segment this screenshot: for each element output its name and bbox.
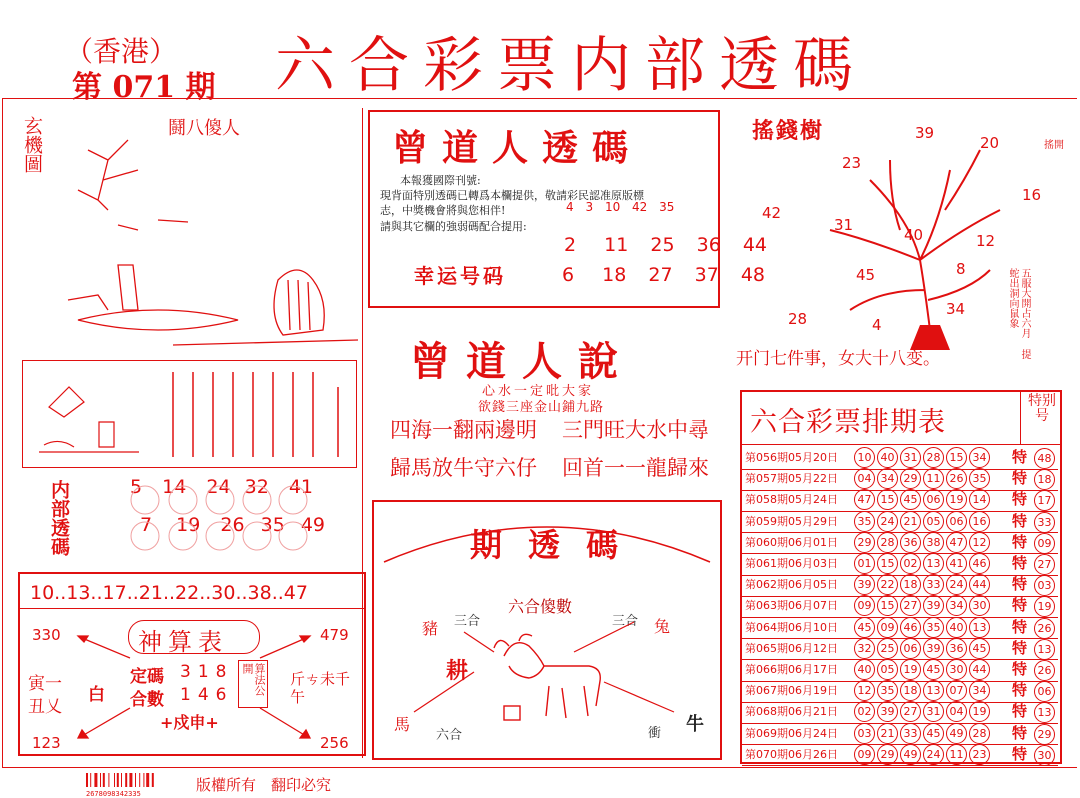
special-marker: 特 xyxy=(1012,723,1028,742)
tree-num: 12 xyxy=(976,232,996,250)
schedule-row-label: 第068期06月21日 xyxy=(745,705,838,719)
draw-number: 29 xyxy=(877,744,898,765)
num-circle: 49 xyxy=(300,514,326,536)
caption-top: 鬪八傻人 xyxy=(168,118,240,139)
small-num: 3 xyxy=(585,200,594,214)
draw-number: 01 xyxy=(854,553,875,574)
special-number: 26 xyxy=(1034,618,1055,639)
draw-number: 15 xyxy=(946,447,967,468)
schedule-row-numbers xyxy=(854,532,992,553)
circle-outlines xyxy=(125,478,325,558)
schedule-row xyxy=(742,468,1058,491)
special-number: 48 xyxy=(1034,448,1055,469)
draw-number: 09 xyxy=(877,617,898,638)
left-handwriting-2: 丑乂 xyxy=(28,697,62,717)
schedule-row xyxy=(742,553,1058,576)
lucky-num: 37 xyxy=(694,264,719,286)
draw-number: 31 xyxy=(900,447,921,468)
center-divider-left xyxy=(362,108,363,758)
heshu-label: 合數 xyxy=(130,690,164,710)
special-number: 13 xyxy=(1034,702,1055,723)
wushen-label: +戍申+ xyxy=(160,713,219,732)
special-number: 33 xyxy=(1034,512,1055,533)
draw-number: 30 xyxy=(969,595,990,616)
zodiac-rabbit: 兔 xyxy=(654,617,671,636)
lucky-num: 44 xyxy=(742,234,768,256)
draw-number: 04 xyxy=(854,468,875,489)
liuhe-label: 六合傻數 xyxy=(508,597,573,616)
special-marker: 特 xyxy=(1012,448,1028,466)
draw-number: 03 xyxy=(854,723,875,744)
inner-code-label: 内部透碼 xyxy=(48,480,70,556)
draw-number: 26 xyxy=(946,468,967,489)
barcode-icon xyxy=(86,773,174,787)
schedule-row xyxy=(742,723,1058,746)
schedule-row-numbers xyxy=(854,659,992,680)
draw-number: 46 xyxy=(900,617,921,638)
draw-number: 29 xyxy=(900,468,921,489)
draw-number: 12 xyxy=(854,680,875,701)
heshu-value: 146 xyxy=(180,685,234,705)
schedule-row-label: 第066期06月17日 xyxy=(745,663,838,676)
corner-tl: 330 xyxy=(32,626,61,644)
grid-scribbles xyxy=(163,367,353,463)
special-marker: 特 xyxy=(1012,702,1028,721)
draw-number: 39 xyxy=(854,574,875,595)
draw-number: 22 xyxy=(877,574,898,595)
zodiac-arrows xyxy=(374,592,720,732)
tree-num: 31 xyxy=(834,216,854,234)
draw-number: 27 xyxy=(900,701,921,722)
schedule-row xyxy=(742,680,1058,703)
special-number: 27 xyxy=(1034,554,1055,575)
poem-line-4: 回首一一龍歸來 xyxy=(562,456,709,480)
draw-number: 15 xyxy=(877,553,898,574)
special-marker: 特 xyxy=(1012,575,1028,594)
schedule-row-label: 第064期06月10日 xyxy=(745,620,838,634)
lucky-num: 27 xyxy=(648,264,673,286)
draw-number: 31 xyxy=(923,701,944,722)
draw-number: 15 xyxy=(877,489,898,510)
special-marker: 特 xyxy=(1012,617,1028,636)
right-handwriting: 斤ㄘ未千午 xyxy=(290,670,351,706)
fortune-grid-panel xyxy=(22,360,357,468)
draw-number: 13 xyxy=(923,553,944,574)
num-circle: 7 xyxy=(140,514,153,536)
num-circle: 32 xyxy=(244,476,269,498)
schedule-row xyxy=(742,511,1058,534)
draw-number: 49 xyxy=(900,744,921,765)
schedule-row xyxy=(742,617,1058,640)
special-marker: 特 xyxy=(1012,554,1028,572)
draw-number: 23 xyxy=(969,744,990,765)
schedule-row-numbers xyxy=(854,468,992,489)
left-handwriting-3: 白 xyxy=(88,685,105,705)
calc-table-panel xyxy=(18,572,366,756)
draw-number: 32 xyxy=(854,638,875,659)
schedule-row-label: 第061期06月03日 xyxy=(745,557,838,570)
schedule-row-numbers xyxy=(854,723,992,744)
draw-number: 47 xyxy=(854,489,875,510)
notice-line-4: 請與其它欄的強弱碼配合提用: xyxy=(380,220,527,233)
left-handwriting-1: 寅一 xyxy=(28,674,62,694)
draw-number: 02 xyxy=(854,701,875,722)
draw-number: 16 xyxy=(969,511,990,532)
tree-num: 40 xyxy=(904,226,924,244)
page-title: 六合彩票内部透碼 xyxy=(275,31,867,101)
schedule-row xyxy=(742,595,1058,618)
draw-number: 28 xyxy=(877,532,898,553)
schedule-row xyxy=(742,574,1058,597)
num-circle: 35 xyxy=(260,514,285,536)
tree-num: 8 xyxy=(956,260,966,278)
num-circle: 24 xyxy=(206,476,231,498)
draw-number: 35 xyxy=(854,511,875,532)
small-num: 10 xyxy=(604,200,621,214)
corner-br: 256 xyxy=(320,734,349,752)
num-circle: 26 xyxy=(220,514,245,536)
tree-numbers xyxy=(750,120,1050,360)
notice-line-2: 現背面特別透碼已轉爲本欄提供，敬請彩民認准原版標 xyxy=(380,189,644,202)
center-title-2: 曾道人說 xyxy=(410,338,634,385)
special-marker: 特 xyxy=(1012,681,1028,700)
liuhe-small: 六合 xyxy=(436,728,463,743)
draw-number: 14 xyxy=(969,489,990,510)
schedule-row-label: 第065期06月12日 xyxy=(745,641,838,655)
draw-number: 46 xyxy=(969,553,990,574)
num-circle: 5 xyxy=(130,476,143,498)
draw-number: 06 xyxy=(946,511,967,532)
period-code-box xyxy=(372,500,722,760)
poem-line-2: 三門旺大水中尋 xyxy=(562,418,709,442)
schedule-row-label: 第057期05月22日 xyxy=(745,472,838,486)
draw-number: 27 xyxy=(900,595,921,616)
draw-number: 19 xyxy=(969,701,990,722)
draw-number: 44 xyxy=(969,659,990,680)
special-label: 特别号 xyxy=(1028,393,1056,424)
sanhe-right: 三合 xyxy=(612,614,639,629)
draw-number: 13 xyxy=(969,617,990,638)
draw-number: 40 xyxy=(854,659,875,680)
draw-number: 38 xyxy=(923,532,944,553)
tree-num: 42 xyxy=(762,204,782,222)
draw-number: 33 xyxy=(923,574,944,595)
draw-number: 36 xyxy=(946,638,967,659)
poem-line-1: 四海一翻兩邊明 xyxy=(390,418,537,442)
corner-bl: 123 xyxy=(32,734,61,752)
draw-number: 18 xyxy=(900,574,921,595)
calc-arrows xyxy=(20,608,364,754)
schedule-row-numbers xyxy=(854,617,992,638)
draw-number: 06 xyxy=(900,638,921,659)
small-num: 42 xyxy=(632,200,648,214)
schedule-row-numbers xyxy=(854,553,992,574)
draw-number: 10 xyxy=(854,447,875,468)
schedule-row-numbers xyxy=(854,744,992,765)
draw-number: 40 xyxy=(946,617,967,638)
notice-line-1: 本報獲國際刊號: xyxy=(400,174,481,187)
schedule-row xyxy=(742,532,1058,555)
draw-number: 45 xyxy=(900,489,921,510)
draw-number: 02 xyxy=(900,553,921,574)
schedule-row-label: 第058期05月24日 xyxy=(745,493,838,507)
draw-number: 09 xyxy=(854,744,875,765)
draw-number: 29 xyxy=(854,532,875,553)
special-marker: 特 xyxy=(1012,532,1028,551)
special-number: 06 xyxy=(1034,681,1055,702)
draw-number: 19 xyxy=(946,489,967,510)
draw-number: 12 xyxy=(969,532,990,553)
schedule-row-numbers xyxy=(854,638,992,659)
tree-num: 20 xyxy=(980,134,1000,152)
center-top-box xyxy=(368,110,768,308)
draw-number: 05 xyxy=(923,511,944,532)
num-circle: 41 xyxy=(288,476,314,498)
draw-number: 24 xyxy=(946,574,967,595)
issue-number: 第 071 期 xyxy=(72,70,216,105)
schedule-rows xyxy=(742,447,1060,765)
tree-num: 23 xyxy=(842,154,862,172)
draw-number: 35 xyxy=(969,468,990,489)
schedule-row-label: 第070期06月26日 xyxy=(745,747,838,761)
small-number-row xyxy=(566,200,674,214)
draw-number: 39 xyxy=(923,638,944,659)
schedule-row-label: 第063期06月07日 xyxy=(745,599,838,613)
tree-num: 39 xyxy=(915,124,935,142)
draw-number: 41 xyxy=(946,553,967,574)
geng-label: 耕 xyxy=(446,658,469,684)
poem-line-3: 歸馬放牛守六仔 xyxy=(390,456,537,480)
center-title-3: 期透碼 xyxy=(470,526,645,564)
draw-number: 04 xyxy=(946,701,967,722)
num-circle: 14 xyxy=(162,476,187,498)
copyright: 版權所有 翻印必究 xyxy=(196,776,332,794)
dingma-value: 318 xyxy=(180,662,234,682)
vase-illustration xyxy=(29,367,149,461)
tree-num: 4 xyxy=(872,316,882,334)
schedule-header-line xyxy=(742,444,1060,445)
xuanji-label: 玄機圖 xyxy=(21,116,43,173)
special-number: 30 xyxy=(1034,745,1055,766)
special-number: 26 xyxy=(1034,660,1055,681)
draw-number: 28 xyxy=(923,447,944,468)
num-circle: 19 xyxy=(176,514,201,536)
saying-small-1: 心水一定吡大家 xyxy=(482,384,595,399)
lucky-num: 2 xyxy=(564,234,577,256)
draw-number: 36 xyxy=(900,532,921,553)
lucky-num: 48 xyxy=(740,264,766,286)
suanfa-label: 算法公開 xyxy=(238,660,268,708)
lucky-num: 18 xyxy=(602,264,627,286)
draw-number: 35 xyxy=(877,680,898,701)
special-number: 17 xyxy=(1034,490,1055,511)
schedule-row xyxy=(742,659,1058,682)
schedule-row-numbers xyxy=(854,489,992,510)
draw-number: 35 xyxy=(923,617,944,638)
lucky-num: 25 xyxy=(650,234,675,256)
schedule-row xyxy=(742,447,1058,470)
draw-number: 13 xyxy=(923,680,944,701)
schedule-row-label: 第059期05月29日 xyxy=(745,514,838,528)
lucky-num: 11 xyxy=(604,234,629,256)
draw-number: 34 xyxy=(946,595,967,616)
draw-number: 18 xyxy=(900,680,921,701)
draw-number: 05 xyxy=(877,659,898,680)
lucky-label: 幸运号码 xyxy=(414,264,506,288)
tree-title: 搖錢樹 xyxy=(752,118,825,144)
draw-number: 39 xyxy=(923,595,944,616)
side-label: 搖開 xyxy=(1044,140,1064,151)
chong-label: 衝 xyxy=(648,726,662,741)
side-text: 五服大開占六月 提蛇出洞向鼠象 xyxy=(1007,268,1030,359)
barcode xyxy=(86,772,174,798)
tree-slogan: 开门七件事，女大十八变。 xyxy=(736,349,940,369)
draw-number: 15 xyxy=(877,595,898,616)
draw-number: 34 xyxy=(877,468,898,489)
draw-number: 44 xyxy=(969,574,990,595)
calc-numbers: 10..13..17..21..22..30..38..47 xyxy=(30,582,308,604)
special-number: 29 xyxy=(1034,724,1055,745)
schedule-row-label: 第056期05月20日 xyxy=(745,451,838,464)
special-marker: 特 xyxy=(1012,469,1028,488)
schedule-row-numbers xyxy=(854,574,992,595)
calc-title: 神算表 xyxy=(138,628,228,656)
special-number: 18 xyxy=(1034,469,1055,490)
lucky-numbers-1 xyxy=(564,234,767,256)
tree-num: 28 xyxy=(788,310,808,328)
schedule-row-label: 第069期06月24日 xyxy=(745,726,838,740)
tree-num: 34 xyxy=(946,300,966,318)
zodiac-horse: 馬 xyxy=(394,715,411,734)
draw-number: 21 xyxy=(877,723,898,744)
lucky-num: 36 xyxy=(696,234,721,256)
zodiac-ox: 牛 xyxy=(686,714,704,735)
small-num: 35 xyxy=(659,200,675,214)
lucky-num: 6 xyxy=(562,264,575,286)
draw-number: 47 xyxy=(946,532,967,553)
draw-number: 11 xyxy=(923,468,944,489)
notice-line-3: 志，中獎機會將與您相伴! xyxy=(380,204,506,217)
tree-num: 16 xyxy=(1022,186,1042,204)
small-num: 4 xyxy=(566,200,574,214)
lucky-numbers-2 xyxy=(562,264,765,286)
special-marker: 特 xyxy=(1012,638,1028,657)
special-number: 13 xyxy=(1034,639,1055,660)
draw-number: 25 xyxy=(877,638,898,659)
special-marker: 特 xyxy=(1012,596,1028,615)
schedule-row-numbers xyxy=(854,680,992,701)
draw-number: 45 xyxy=(923,659,944,680)
schedule-row xyxy=(742,744,1058,767)
draw-number: 45 xyxy=(854,617,875,638)
draw-number: 40 xyxy=(877,447,898,468)
xuanji-illustration xyxy=(38,130,358,350)
saying-small-2: 欲錢三座金山鋪九路 xyxy=(478,400,605,415)
special-number: 19 xyxy=(1034,596,1055,617)
schedule-row-numbers xyxy=(854,701,992,722)
special-marker: 特 xyxy=(1012,490,1028,509)
schedule-row xyxy=(742,638,1058,661)
special-marker: 特 xyxy=(1012,660,1028,678)
schedule-title: 六合彩票排期表 xyxy=(750,407,946,438)
draw-number: 11 xyxy=(946,744,967,765)
draw-number: 33 xyxy=(900,723,921,744)
draw-number: 30 xyxy=(946,659,967,680)
schedule-table xyxy=(740,390,1062,764)
center-title-1: 曾道人透碼 xyxy=(392,127,643,169)
draw-number: 49 xyxy=(946,723,967,744)
draw-number: 45 xyxy=(969,638,990,659)
draw-number: 39 xyxy=(877,701,898,722)
region-label: （香港） xyxy=(65,35,178,68)
left-picture-panel xyxy=(18,110,358,348)
draw-number: 19 xyxy=(900,659,921,680)
tree-num: 45 xyxy=(856,266,876,284)
schedule-row xyxy=(742,489,1058,512)
schedule-row-numbers xyxy=(854,595,992,616)
schedule-row-label: 第067期06月19日 xyxy=(745,684,838,698)
sanhe-left: 三合 xyxy=(454,614,481,629)
zodiac-pig: 豬 xyxy=(422,619,439,638)
draw-number: 06 xyxy=(923,489,944,510)
draw-number: 24 xyxy=(923,744,944,765)
schedule-row-label: 第062期06月05日 xyxy=(745,578,838,592)
draw-number: 28 xyxy=(969,723,990,744)
draw-number: 21 xyxy=(900,511,921,532)
schedule-row xyxy=(742,701,1058,724)
draw-number: 24 xyxy=(877,511,898,532)
special-marker: 特 xyxy=(1012,744,1028,763)
dingma-label: 定碼 xyxy=(130,667,164,687)
special-number: 09 xyxy=(1034,533,1055,554)
schedule-row-numbers xyxy=(854,447,992,468)
special-marker: 特 xyxy=(1012,511,1028,530)
draw-number: 34 xyxy=(969,680,990,701)
schedule-row-label: 第060期06月01日 xyxy=(745,535,838,549)
draw-number: 07 xyxy=(946,680,967,701)
draw-number: 09 xyxy=(854,595,875,616)
schedule-row-numbers xyxy=(854,511,992,532)
special-number: 03 xyxy=(1034,575,1055,596)
draw-number: 34 xyxy=(969,447,990,468)
corner-tr: 479 xyxy=(320,626,349,644)
barcode-number: 2678098342335 xyxy=(86,790,141,798)
draw-number: 45 xyxy=(923,723,944,744)
